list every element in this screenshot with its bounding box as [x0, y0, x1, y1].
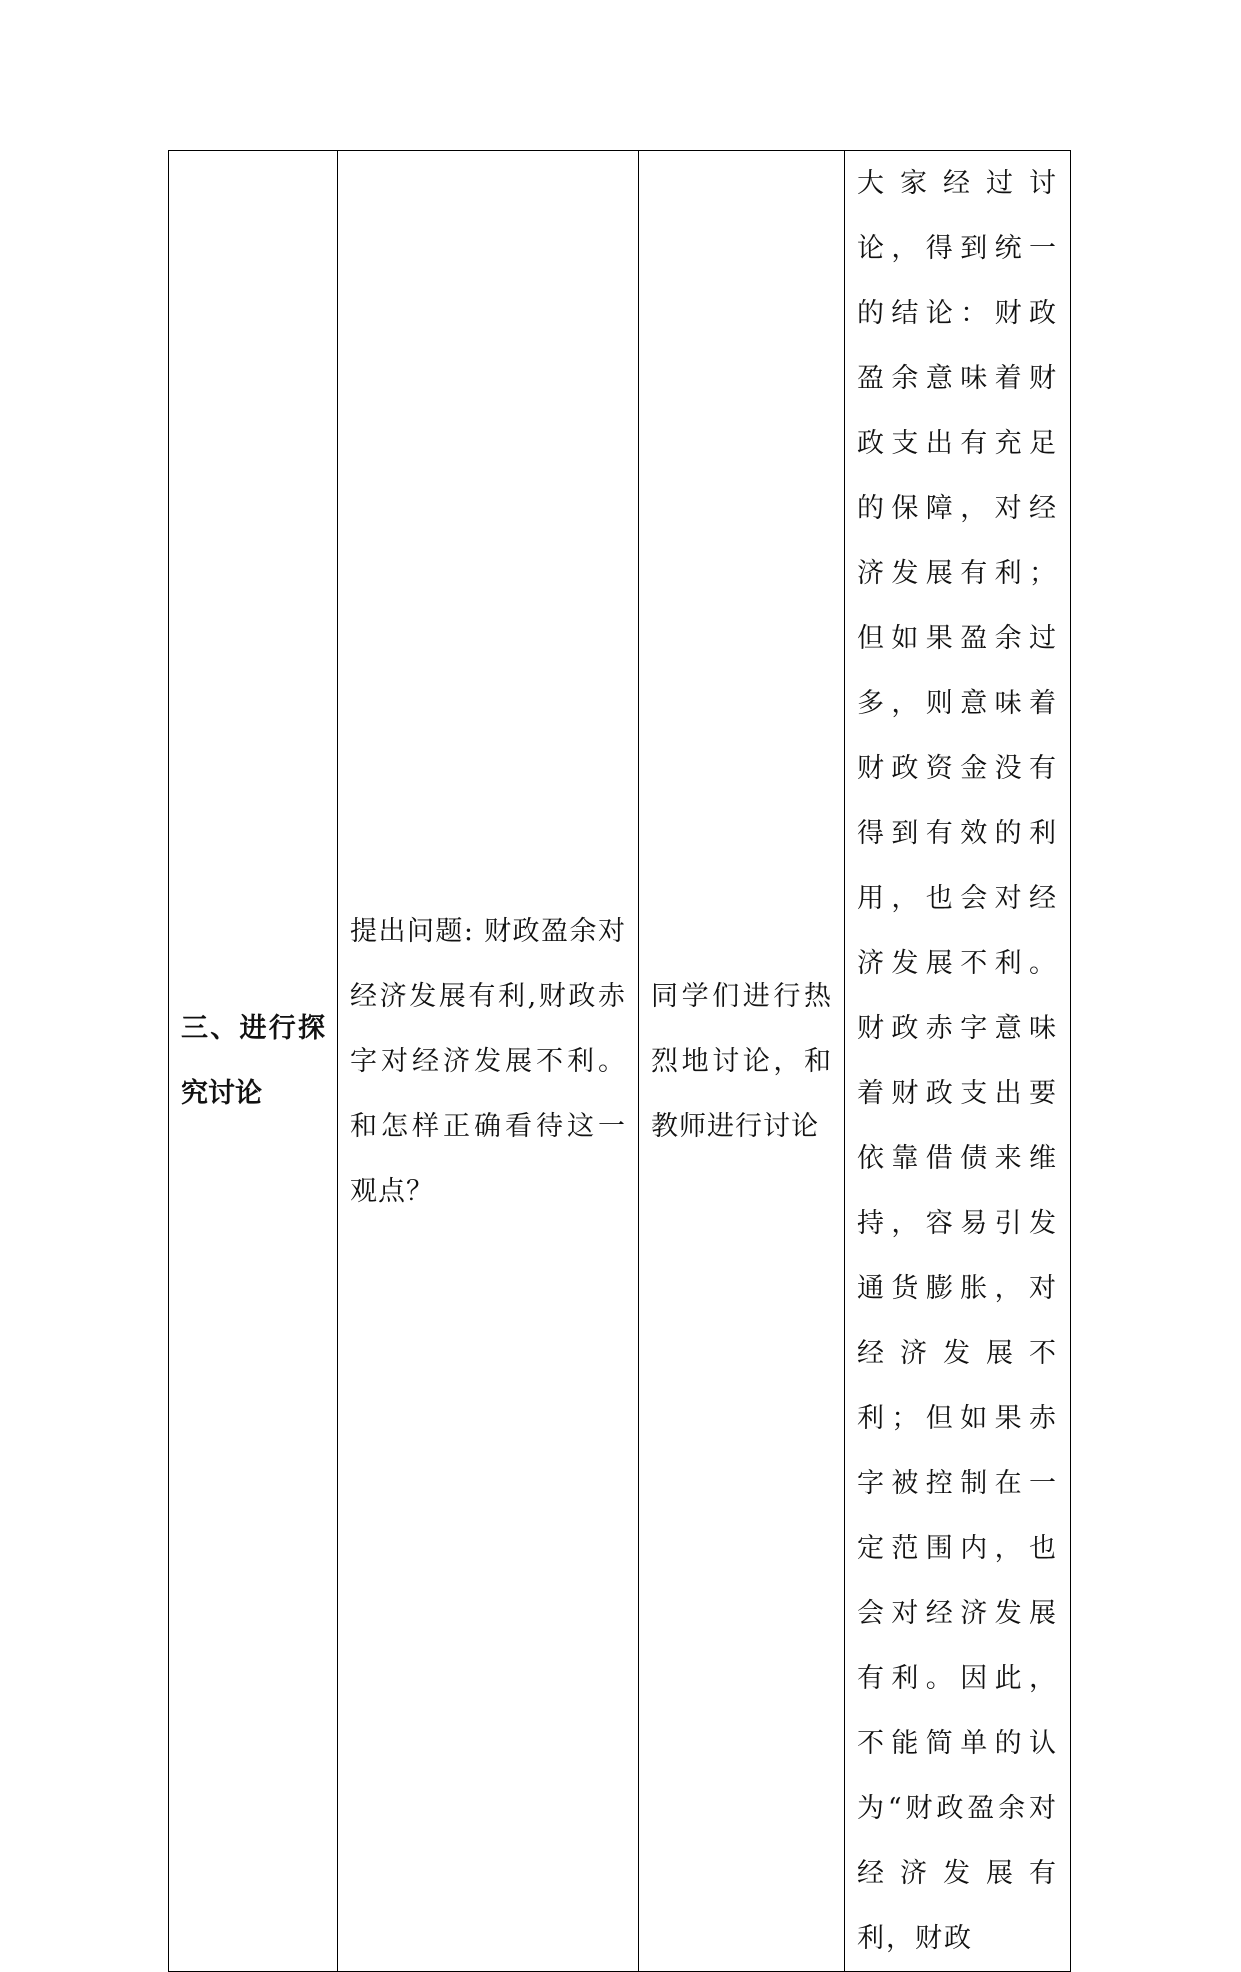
teacher-activity-cell: 提出问题: 财政盈余对经济发展有利,财政赤字对经济发展不利。和怎样正确看待这一观点？ [338, 151, 639, 1972]
design-intent-cell: 大家经过讨论，得到统一的结论：财政盈余意味着财政支出有充足的保障，对经济发展有利；但如果盈余过多，则意味着财政资金没有得到有效的利用，也会对经济发展不利。财政赤字意味着财政支出要依靠借债来维持，容易引发通货膨胀，对经济发展不利；但如果赤字被控制在一定范围内，也会对经济发展有利。因此，不能简单的认为“财政盈余对经济发展有利，财政 [845, 151, 1071, 1972]
table-row [169, 151, 1071, 1972]
student-activity-cell: 同学们进行热烈地讨论，和教师进行讨论 [639, 151, 845, 1972]
lesson-plan-table [168, 150, 1071, 1972]
stage-cell: 三、进行探究讨论 [169, 151, 338, 1972]
